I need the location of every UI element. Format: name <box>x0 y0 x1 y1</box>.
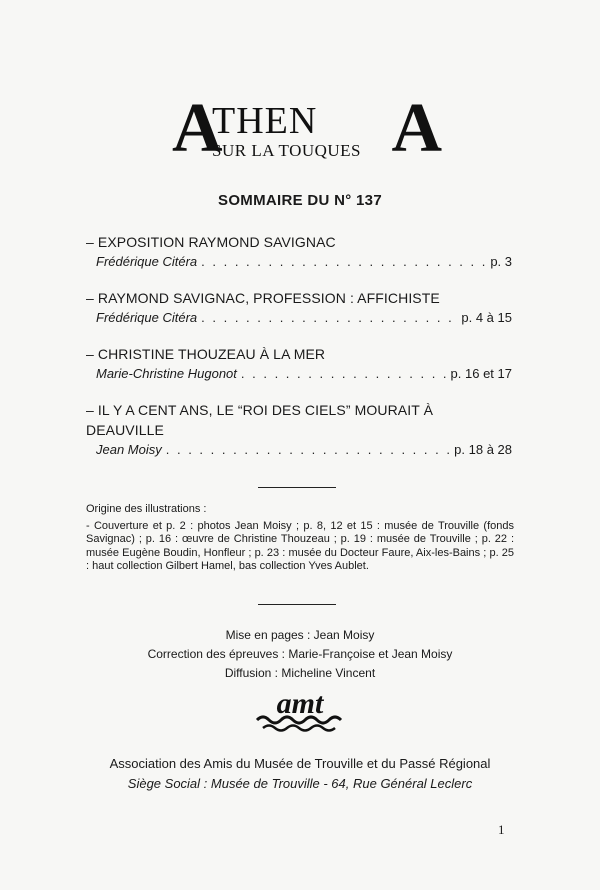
layout-credit: Mise en pages : Jean Moisy <box>225 628 375 642</box>
divider <box>258 604 336 605</box>
toc-author-line <box>86 252 512 271</box>
table-of-contents <box>86 232 512 476</box>
toc-title: – IL Y A CENT ANS, LE “ROI DES CIELS” MOURAIT À DEAUVILLE <box>86 402 434 438</box>
masthead <box>172 90 442 167</box>
toc-page: p. 18 à 28 <box>454 442 512 457</box>
divider <box>258 487 336 488</box>
proofreading-credit: Correction des épreuves : Marie-Françoise et Jean Moisy <box>147 647 453 661</box>
toc-title: – RAYMOND SAVIGNAC, PROFESSION : AFFICHISTE <box>86 290 440 306</box>
toc-title: – EXPOSITION RAYMOND SAVIGNAC <box>86 234 336 250</box>
toc-author: Jean Moisy <box>96 442 162 457</box>
masthead-subtitle: SUR LA TOUQUES <box>212 141 362 160</box>
illustration-text: - Couverture et p. 2 : photos Jean Moisy ; p. 8, 12 et 15 : musée de Trouville (fonds Savignac) ; p. 16 : œuvre de Christine Thouzeau ; p. 19 : musée de Trouville ; p. 22 : musée Eugène Boudin, Honfleur ; p. 23 : musée du Docteur Faure, Aix-les-Bains ; p. 25 : haut collection Gilbert Hamel, bas collection Yves Aublet. <box>86 519 514 572</box>
logo-text: amt <box>276 688 324 720</box>
association-address: Siège Social : Musée de Trouville - 64, Rue Général Leclerc <box>127 776 473 791</box>
toc-page: p. 4 à 15 <box>461 310 512 325</box>
toc-page: p. 3 <box>490 254 512 269</box>
toc-page: p. 16 et 17 <box>450 366 512 381</box>
toc-author: Marie-Christine Hugonot <box>96 366 237 381</box>
distribution-credit: Diffusion : Micheline Vincent <box>224 666 376 680</box>
toc-leader-dots <box>201 308 457 327</box>
production-credits <box>0 626 600 683</box>
association-logo-icon <box>253 688 347 734</box>
toc-entry <box>86 232 512 271</box>
illustration-credits <box>86 503 514 574</box>
association-info <box>0 754 600 794</box>
toc-entry <box>86 288 512 327</box>
toc-author: Frédérique Citéra <box>96 310 198 325</box>
illustration-heading: Origine des illustrations : <box>86 503 207 515</box>
toc-leader-dots <box>241 364 447 383</box>
toc-author-line <box>86 440 512 459</box>
association-name: Association des Amis du Musée de Trouville et du Passé Régional <box>109 756 491 771</box>
masthead-letter-right: A <box>391 90 442 167</box>
page-number: 1 <box>498 822 505 837</box>
toc-author-line <box>86 364 512 383</box>
toc-leader-dots <box>201 252 486 271</box>
toc-entry <box>86 344 512 383</box>
toc-title: – CHRISTINE THOUZEAU À LA MER <box>86 346 326 362</box>
toc-author: Frédérique Citéra <box>96 254 198 269</box>
toc-leader-dots <box>166 440 450 459</box>
sommaire-heading: SOMMAIRE DU N° 137 <box>218 192 382 209</box>
toc-author-line <box>86 308 512 327</box>
toc-entry <box>86 400 512 459</box>
masthead-title: THEN <box>212 100 318 142</box>
masthead-letter-left: A <box>172 90 223 167</box>
